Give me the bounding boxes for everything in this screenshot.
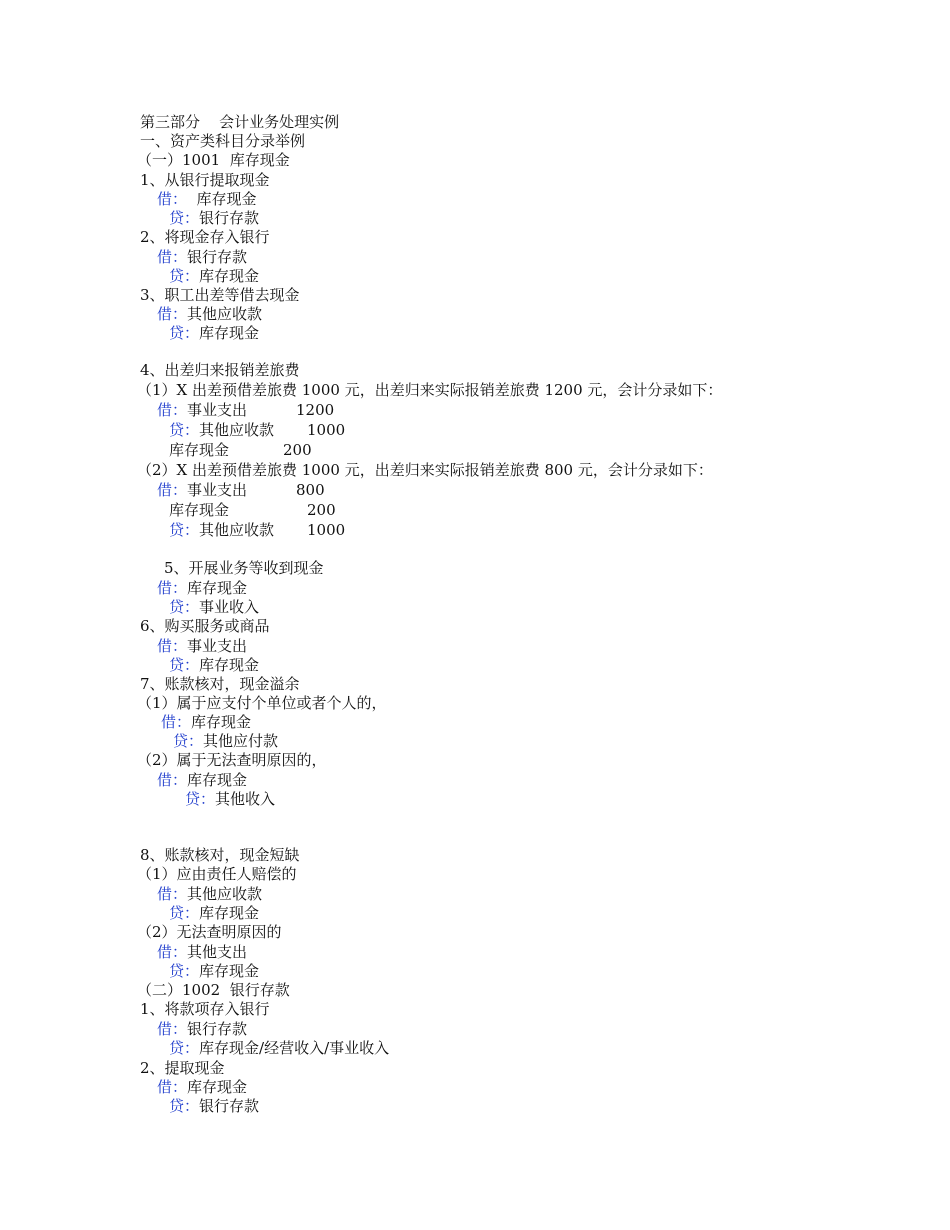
text-line	[169, 441, 312, 460]
debit-label: 借：	[157, 481, 188, 499]
text-line	[169, 267, 259, 286]
line-text: 其他应收款	[187, 885, 263, 903]
debit-label: 借：	[157, 885, 188, 903]
text-line	[137, 461, 713, 480]
line-text: 事业支出	[187, 637, 248, 655]
text-line	[140, 228, 270, 247]
line-text: 一、资产类科目分录举例	[140, 132, 306, 150]
text-line	[169, 904, 259, 923]
text-line	[140, 675, 300, 694]
debit-label: 借：	[157, 305, 188, 323]
amount-value: 200	[283, 441, 312, 459]
amount-value: 1000	[307, 421, 346, 439]
line-text: 银行存款	[199, 1097, 260, 1115]
line-text: 银行存款	[199, 209, 260, 227]
line-text: 库存现金	[199, 324, 260, 342]
debit-label: 借：	[161, 713, 192, 731]
text-line	[169, 1097, 259, 1116]
amount-value: 1000	[307, 521, 346, 539]
text-line	[164, 559, 324, 578]
credit-label: 贷：	[169, 1039, 200, 1057]
line-text: （1）X 出差预借差旅费 1000 元，出差归来实际报销差旅费 1200 元，会计分录如下：	[137, 381, 723, 399]
line-text: 其他收入	[215, 790, 276, 808]
amount-value: 800	[296, 481, 325, 499]
credit-label: 贷：	[173, 732, 204, 750]
line-text: 其他应收款	[199, 521, 275, 539]
text-line	[157, 1020, 247, 1039]
text-line	[169, 324, 259, 343]
text-line	[140, 1000, 270, 1019]
debit-label: 借：	[157, 401, 188, 419]
debit-label: 借：	[157, 248, 188, 266]
line-text: 银行存款	[187, 1020, 248, 1038]
line-text: 库存现金	[191, 713, 252, 731]
text-line	[137, 381, 722, 400]
line-text: 库存现金	[187, 1078, 248, 1096]
line-text: 库存现金	[199, 267, 260, 285]
text-line	[137, 751, 327, 770]
line-text: 3、职工出差等借去现金	[140, 286, 300, 304]
debit-label: 借：	[157, 1078, 188, 1096]
amount-value: 1200	[296, 401, 335, 419]
line-text: （2）属于无法查明原因的，	[137, 751, 327, 769]
text-line	[137, 981, 290, 1000]
text-line	[157, 305, 262, 324]
text-line	[169, 501, 336, 520]
text-line	[157, 401, 335, 420]
line-text: 1、从银行提取现金	[140, 171, 270, 189]
credit-label: 贷：	[169, 598, 200, 616]
line-text: 库存现金	[187, 190, 257, 208]
line-text: 事业收入	[199, 598, 260, 616]
text-line	[157, 248, 247, 267]
line-text: 1、将款项存入银行	[140, 1000, 270, 1018]
line-text: 5、开展业务等收到现金	[164, 559, 324, 577]
text-line	[140, 113, 339, 132]
text-line	[169, 962, 259, 981]
credit-label: 贷：	[169, 209, 200, 227]
line-text: 库存现金/经营收入/事业收入	[199, 1039, 390, 1057]
line-text: 库存现金	[169, 501, 230, 519]
text-line	[140, 846, 300, 865]
text-line	[137, 865, 297, 884]
debit-label: 借：	[157, 943, 188, 961]
line-text: 其他应收款	[187, 305, 263, 323]
debit-label: 借：	[157, 1020, 188, 1038]
line-text: （2）X 出差预借差旅费 1000 元，出差归来实际报销差旅费 800 元，会计分录如下：	[137, 461, 713, 479]
line-text: 库存现金	[187, 771, 248, 789]
text-line	[137, 151, 290, 170]
line-text: 2、将现金存入银行	[140, 228, 270, 246]
credit-label: 贷：	[169, 324, 200, 342]
text-line	[157, 771, 247, 790]
line-text: （1）属于应支付个单位或者个人的，	[137, 694, 387, 712]
text-line	[157, 637, 247, 656]
text-line	[157, 943, 247, 962]
line-text: 银行存款	[187, 248, 248, 266]
text-line	[169, 421, 346, 440]
text-line	[169, 521, 346, 540]
text-line	[140, 132, 305, 151]
line-text: 2、提取现金	[140, 1059, 225, 1077]
text-line	[157, 885, 262, 904]
credit-label: 贷：	[169, 1097, 200, 1115]
line-text: 库存现金	[199, 962, 260, 980]
credit-label: 贷：	[185, 790, 216, 808]
amount-value: 200	[307, 501, 336, 519]
line-text: 7、账款核对，现金溢余	[140, 675, 300, 693]
text-line	[185, 790, 275, 809]
debit-label: 借：	[157, 579, 188, 597]
text-line	[157, 481, 325, 500]
debit-label: 借：	[157, 637, 188, 655]
text-line	[161, 713, 251, 732]
line-text: 库存现金	[169, 441, 230, 459]
text-line	[140, 617, 270, 636]
text-line	[169, 1039, 389, 1058]
line-text: 库存现金	[199, 904, 260, 922]
line-text: （一）1001 库存现金	[137, 151, 290, 169]
debit-label: 借：	[157, 771, 188, 789]
line-text: 事业支出	[187, 401, 248, 419]
line-text: （1）应由责任人赔偿的	[137, 865, 297, 883]
line-text: 其他应收款	[199, 421, 275, 439]
text-line	[169, 598, 259, 617]
line-text: （二）1002 银行存款	[137, 981, 290, 999]
text-line	[169, 656, 259, 675]
credit-label: 贷：	[169, 656, 200, 674]
text-line	[137, 694, 387, 713]
text-line	[157, 190, 257, 209]
text-line	[173, 732, 278, 751]
line-text: 8、账款核对，现金短缺	[140, 846, 300, 864]
text-line	[157, 1078, 247, 1097]
line-text: 4、出差归来报销差旅费	[140, 361, 300, 379]
line-text: 事业支出	[187, 481, 248, 499]
debit-label: 借：	[157, 190, 188, 208]
text-line	[140, 286, 300, 305]
credit-label: 贷：	[169, 962, 200, 980]
line-text: 库存现金	[187, 579, 248, 597]
line-text: （2）无法查明原因的	[137, 923, 282, 941]
text-line	[140, 361, 300, 380]
credit-label: 贷：	[169, 904, 200, 922]
line-text: 其他应付款	[203, 732, 279, 750]
credit-label: 贷：	[169, 421, 200, 439]
credit-label: 贷：	[169, 267, 200, 285]
text-line	[169, 209, 259, 228]
line-text: 库存现金	[199, 656, 260, 674]
line-text: 第三部分 会计业务处理实例	[140, 113, 340, 131]
text-line	[140, 1059, 225, 1078]
text-line	[157, 579, 247, 598]
text-line	[140, 171, 270, 190]
line-text: 6、购买服务或商品	[140, 617, 270, 635]
text-line	[137, 923, 282, 942]
credit-label: 贷：	[169, 521, 200, 539]
line-text: 其他支出	[187, 943, 248, 961]
